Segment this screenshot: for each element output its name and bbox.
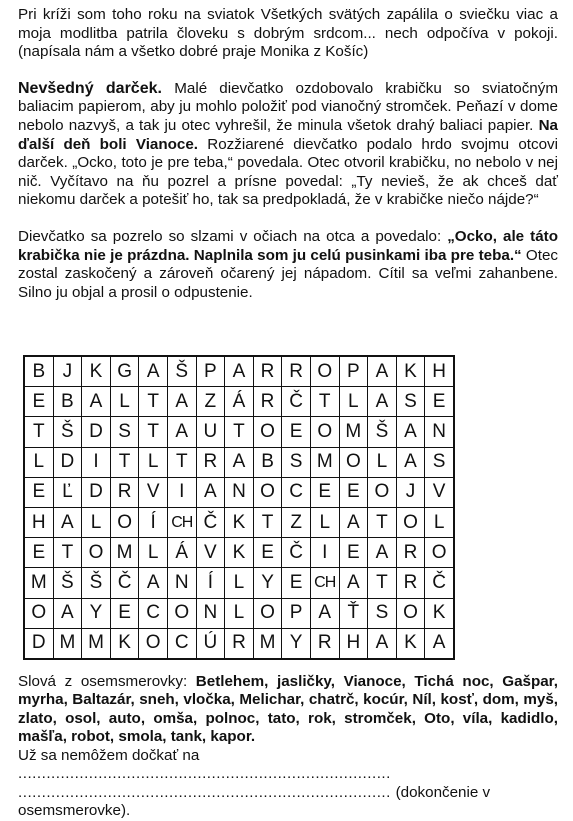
grid-cell[interactable]: E [282, 568, 311, 598]
grid-cell[interactable]: E [339, 477, 368, 507]
grid-cell[interactable]: I [310, 538, 339, 568]
grid-cell[interactable]: C [167, 628, 196, 659]
grid-cell[interactable]: V [425, 477, 454, 507]
grid-cell[interactable]: B [253, 447, 282, 477]
grid-cell[interactable]: Á [225, 387, 254, 417]
grid-cell[interactable]: B [24, 356, 53, 387]
grid-cell[interactable]: T [253, 507, 282, 537]
grid-cell[interactable]: O [425, 538, 454, 568]
grid-row [24, 507, 454, 537]
grid-cell[interactable]: G [110, 356, 139, 387]
grid-cell[interactable]: A [139, 568, 168, 598]
completion-line [18, 747, 558, 821]
grid-cell[interactable]: T [225, 417, 254, 447]
story2-part1: Dievčatko sa pozrelo so slzami v očiach na otca a povedalo: [18, 227, 448, 245]
grid-cell[interactable]: H [339, 628, 368, 659]
grid-cell[interactable]: E [310, 477, 339, 507]
completion-tail: (dokončenie v osemsmerovke). [18, 783, 491, 820]
grid-cell[interactable]: N [225, 477, 254, 507]
grid-cell[interactable]: I [167, 477, 196, 507]
grid-cell[interactable]: Í [139, 507, 168, 537]
grid-cell[interactable]: M [53, 628, 82, 659]
grid-cell[interactable]: U [196, 417, 225, 447]
grid-cell[interactable]: A [225, 447, 254, 477]
grid-cell[interactable]: Š [82, 568, 111, 598]
grid-row [24, 477, 454, 507]
grid-cell[interactable]: O [310, 356, 339, 387]
grid-row [24, 356, 454, 387]
grid-cell[interactable]: K [396, 628, 425, 659]
story-title: Nevšedný darček. [18, 79, 175, 97]
grid-cell[interactable]: T [53, 538, 82, 568]
grid-cell[interactable]: Y [253, 568, 282, 598]
grid-cell[interactable]: E [339, 538, 368, 568]
grid-cell[interactable]: O [396, 507, 425, 537]
grid-row [24, 447, 454, 477]
grid-cell[interactable]: K [396, 356, 425, 387]
grid-cell[interactable]: L [24, 447, 53, 477]
grid-cell[interactable]: R [396, 568, 425, 598]
grid-cell[interactable]: A [425, 628, 454, 659]
grid-cell[interactable]: M [24, 568, 53, 598]
grid-cell[interactable]: Y [282, 628, 311, 659]
grid-cell[interactable]: I [82, 447, 111, 477]
grid-cell[interactable]: CH [167, 507, 196, 537]
grid-cell[interactable]: L [139, 538, 168, 568]
grid-cell[interactable]: C [282, 477, 311, 507]
grid-cell[interactable]: O [310, 417, 339, 447]
grid-cell[interactable]: Š [53, 417, 82, 447]
grid-cell[interactable]: D [82, 477, 111, 507]
grid-cell[interactable]: A [339, 568, 368, 598]
grid-cell[interactable]: L [82, 507, 111, 537]
word-list [18, 673, 558, 747]
story-paragraph [18, 80, 558, 210]
grid-cell[interactable]: R [282, 356, 311, 387]
grid-cell[interactable]: L [225, 568, 254, 598]
grid-cell[interactable]: H [24, 507, 53, 537]
grid-cell[interactable]: O [253, 598, 282, 628]
grid-cell[interactable]: N [167, 568, 196, 598]
grid-cell[interactable]: E [24, 387, 53, 417]
grid-cell[interactable]: Y [82, 598, 111, 628]
grid-cell[interactable]: A [53, 598, 82, 628]
grid-cell[interactable]: V [196, 538, 225, 568]
grid-cell[interactable]: Č [110, 568, 139, 598]
grid-cell[interactable]: S [110, 417, 139, 447]
grid-cell[interactable]: Č [282, 387, 311, 417]
grid-cell[interactable]: E [253, 538, 282, 568]
story-part2: Rozžiarené dievčatko podalo hrdo svojmu otcovi darček. „Ocko, toto je pre teba,“ povedala. Otec otvoril krabičku, no nebolo v nej nič. Vyčítavo na ňu pozrel a prísne povedal: „Ty nevieš, že ak chceš dať niekomu darček a potešiť ho, tak sa predpokladá, že v krabičke niečo nájde?“ [18, 135, 558, 209]
grid-cell[interactable]: O [339, 447, 368, 477]
grid-row [24, 387, 454, 417]
grid-cell[interactable]: O [396, 598, 425, 628]
grid-cell[interactable]: Z [196, 387, 225, 417]
story-part1: Malé dievčatko ozdobovalo krabičku so sviatočným baliacim papierom, aby ju mohlo položiť pod vianočný stromček. Peňazí v dome nebolo nazvyš, a tak ju otec vyhrešil, že minula všetok drahý baliaci papier. [18, 79, 559, 134]
grid-cell[interactable]: Á [167, 538, 196, 568]
grid-cell[interactable]: N [425, 417, 454, 447]
grid-cell[interactable]: E [24, 477, 53, 507]
grid-cell[interactable]: D [82, 417, 111, 447]
grid-cell[interactable]: M [339, 417, 368, 447]
grid-cell[interactable]: O [253, 477, 282, 507]
grid-cell[interactable]: A [53, 507, 82, 537]
grid-cell[interactable]: R [225, 628, 254, 659]
intro-paragraph: Pri kríži som toho roku na sviatok Všetkých svätých zapálila o sviečku viac a moja modlitba patrila človeku s dobrým srdcom... nech odpočíva v pokoji. (napísala nám a všetko dobré praje Monika z Košíc) [18, 6, 558, 61]
grid-cell[interactable]: Z [282, 507, 311, 537]
grid-cell[interactable]: L [110, 387, 139, 417]
grid-cell[interactable]: L [425, 507, 454, 537]
completion-dots-2[interactable]: ............................................................................... [18, 783, 396, 801]
grid-cell[interactable]: E [110, 598, 139, 628]
grid-cell[interactable]: O [24, 598, 53, 628]
grid-cell[interactable]: M [110, 538, 139, 568]
grid-cell[interactable]: A [196, 477, 225, 507]
grid-cell[interactable]: Č [282, 538, 311, 568]
grid-cell[interactable]: M [310, 447, 339, 477]
grid-cell[interactable]: O [368, 477, 397, 507]
grid-cell[interactable]: E [282, 417, 311, 447]
story2-bold1: „Ocko, ale táto krabička nie je prázdna. Naplnila som ju celú pusinkami iba pre teba.“ [18, 227, 558, 264]
grid-cell[interactable]: O [253, 417, 282, 447]
grid-cell[interactable]: Č [425, 568, 454, 598]
story2-paragraph [18, 228, 558, 302]
grid-cell[interactable]: P [339, 356, 368, 387]
grid-cell[interactable]: R [253, 387, 282, 417]
grid-cell[interactable]: S [368, 598, 397, 628]
grid-cell[interactable]: R [310, 628, 339, 659]
grid-cell[interactable]: R [110, 477, 139, 507]
word-search-table [23, 355, 455, 660]
word-search-grid [23, 355, 455, 660]
grid-cell[interactable]: J [53, 356, 82, 387]
grid-cell[interactable]: T [139, 417, 168, 447]
grid-cell[interactable]: R [253, 356, 282, 387]
story2-part2: Otec zostal zaskočený a zároveň očarený jej nápadom. Cítil sa veľmi zahanbene. Silno ju objal a prosil o odpustenie. [18, 246, 558, 301]
grid-cell[interactable]: Š [368, 417, 397, 447]
grid-cell[interactable]: Í [196, 568, 225, 598]
grid-cell[interactable]: Š [167, 356, 196, 387]
grid-cell[interactable]: D [24, 628, 53, 659]
grid-cell[interactable]: M [253, 628, 282, 659]
grid-cell[interactable]: O [167, 598, 196, 628]
grid-cell[interactable]: T [368, 568, 397, 598]
grid-row [24, 628, 454, 659]
grid-cell[interactable]: Ť [339, 598, 368, 628]
grid-cell[interactable]: T [368, 507, 397, 537]
grid-cell[interactable]: T [110, 447, 139, 477]
grid-cell[interactable]: V [139, 477, 168, 507]
grid-cell[interactable]: T [167, 447, 196, 477]
grid-row [24, 417, 454, 447]
word-list-items: Betlehem, jasličky, Vianoce, Tichá noc, Gašpar, myrha, Baltazár, sneh, vločka, Melichar, chatrč, kocúr, Níl, kosť, dom, myš, zlato, osol, auto, omša, polnoc, tato, rok, stromček, Oto, víla, kadidlo, mašľa, robot, smola, tank, kapor. [18, 673, 558, 746]
grid-cell[interactable]: L [368, 447, 397, 477]
grid-cell[interactable]: L [139, 447, 168, 477]
grid-cell[interactable]: D [53, 447, 82, 477]
grid-cell[interactable]: T [310, 387, 339, 417]
grid-cell[interactable]: A [310, 598, 339, 628]
grid-cell[interactable]: K [225, 538, 254, 568]
grid-cell[interactable]: Č [196, 507, 225, 537]
grid-cell[interactable]: L [339, 387, 368, 417]
grid-cell[interactable]: P [282, 598, 311, 628]
grid-cell[interactable]: N [196, 598, 225, 628]
grid-row [24, 568, 454, 598]
grid-cell[interactable]: A [368, 387, 397, 417]
grid-row [24, 538, 454, 568]
grid-cell[interactable]: K [82, 356, 111, 387]
grid-cell[interactable]: A [396, 417, 425, 447]
grid-row [24, 598, 454, 628]
grid-cell[interactable]: O [139, 628, 168, 659]
grid-cell[interactable]: Ľ [53, 477, 82, 507]
grid-cell[interactable]: A [167, 387, 196, 417]
grid-cell[interactable]: T [139, 387, 168, 417]
grid-cell[interactable]: B [53, 387, 82, 417]
grid-cell[interactable]: L [225, 598, 254, 628]
word-list-label: Slová z osemsmerovky: [18, 673, 196, 690]
grid-cell[interactable]: A [139, 356, 168, 387]
grid-cell[interactable]: P [196, 356, 225, 387]
grid-cell[interactable]: K [110, 628, 139, 659]
grid-cell[interactable]: A [368, 538, 397, 568]
grid-cell[interactable]: E [425, 387, 454, 417]
grid-cell[interactable]: K [425, 598, 454, 628]
grid-cell[interactable]: J [396, 477, 425, 507]
grid-cell[interactable]: A [368, 628, 397, 659]
grid-cell[interactable]: Ú [196, 628, 225, 659]
grid-cell[interactable]: S [282, 447, 311, 477]
grid-cell[interactable]: K [225, 507, 254, 537]
grid-cell[interactable]: R [396, 538, 425, 568]
grid-cell[interactable]: O [82, 538, 111, 568]
grid-cell[interactable]: A [167, 417, 196, 447]
story-bold1: Na ďalší deň boli Vianoce. [18, 116, 558, 153]
completion-dots-1[interactable]: ............................................................................... [18, 765, 391, 783]
grid-cell[interactable]: S [396, 387, 425, 417]
grid-cell[interactable]: CH [310, 568, 339, 598]
grid-cell[interactable]: S [425, 447, 454, 477]
grid-cell[interactable]: A [396, 447, 425, 477]
grid-cell[interactable]: A [82, 387, 111, 417]
grid-cell[interactable]: R [196, 447, 225, 477]
grid-cell[interactable]: M [82, 628, 111, 659]
grid-cell[interactable]: T [24, 417, 53, 447]
grid-cell[interactable]: L [310, 507, 339, 537]
grid-cell[interactable]: E [24, 538, 53, 568]
grid-cell[interactable]: H [425, 356, 454, 387]
grid-cell[interactable]: O [110, 507, 139, 537]
grid-cell[interactable]: A [225, 356, 254, 387]
grid-cell[interactable]: Š [53, 568, 82, 598]
grid-cell[interactable]: A [339, 507, 368, 537]
completion-prompt: Už sa nemôžem dočkať na [18, 747, 200, 764]
grid-cell[interactable]: C [139, 598, 168, 628]
grid-cell[interactable]: A [368, 356, 397, 387]
page [18, 6, 558, 317]
